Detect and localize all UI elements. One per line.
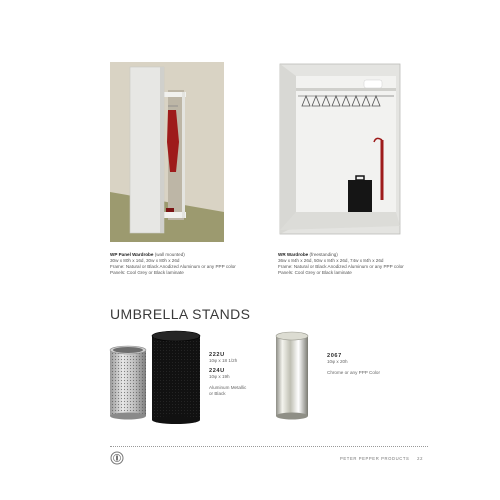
- wp-name: WP Panel Wardrobe: [110, 252, 154, 257]
- model-224u: 224U: [209, 368, 225, 374]
- wp-qualifier: (wall mounted): [154, 252, 185, 257]
- model-2067: 2067: [327, 353, 342, 359]
- wp-sizes: 30w x 80h x 16d, 30w x 80h x 26d: [110, 258, 180, 263]
- wp-frame: Frame: Natural or Black Anodized Aluminum or any PPP color: [110, 264, 236, 269]
- finish-222u-224u: Aluminum Metallic or Black: [209, 385, 247, 396]
- page-number: 22: [417, 456, 423, 461]
- wr-wardrobe-photo: [278, 62, 402, 242]
- wr-panels: Panels: Cool Grey or Black laminate: [278, 270, 352, 275]
- footer-brand: PETER PEPPER PRODUCTS: [340, 456, 410, 461]
- wr-caption: [278, 252, 448, 276]
- wp-caption: [110, 252, 260, 276]
- size-222u: 10φ x 18 1/2h: [209, 358, 238, 363]
- footer: [340, 456, 423, 461]
- footer-divider: [110, 446, 428, 447]
- model-222u: 222U: [209, 352, 225, 358]
- wr-name: WR Wardrobe: [278, 252, 309, 257]
- wr-sizes: 36w x 84h x 26d, 50w x 84h x 26d, 74w x 84h x 26d: [278, 258, 384, 263]
- wr-frame: Frame: Natural or Black Anodized Aluminum or any PPP color: [278, 264, 404, 269]
- umbrella-stands-222u-224u-photo: [108, 328, 204, 424]
- section-title: UMBRELLA STANDS: [110, 306, 251, 322]
- wp-wardrobe-photo: [110, 62, 224, 242]
- size-2067: 10φ x 20h: [327, 359, 348, 364]
- umbrella-stand-2067-photo: [272, 330, 312, 422]
- finish-2067: Chrome or any PPP Color: [327, 370, 381, 375]
- ppp-logo-icon: [110, 451, 124, 465]
- stand-specs-2067: [327, 353, 380, 376]
- wr-qualifier: (freestanding): [309, 252, 338, 257]
- wp-panels: Panels: Cool Grey or Black laminate: [110, 270, 184, 275]
- stand-specs-222u-224u: [209, 352, 249, 397]
- size-224u: 10φ x 19h: [209, 374, 230, 379]
